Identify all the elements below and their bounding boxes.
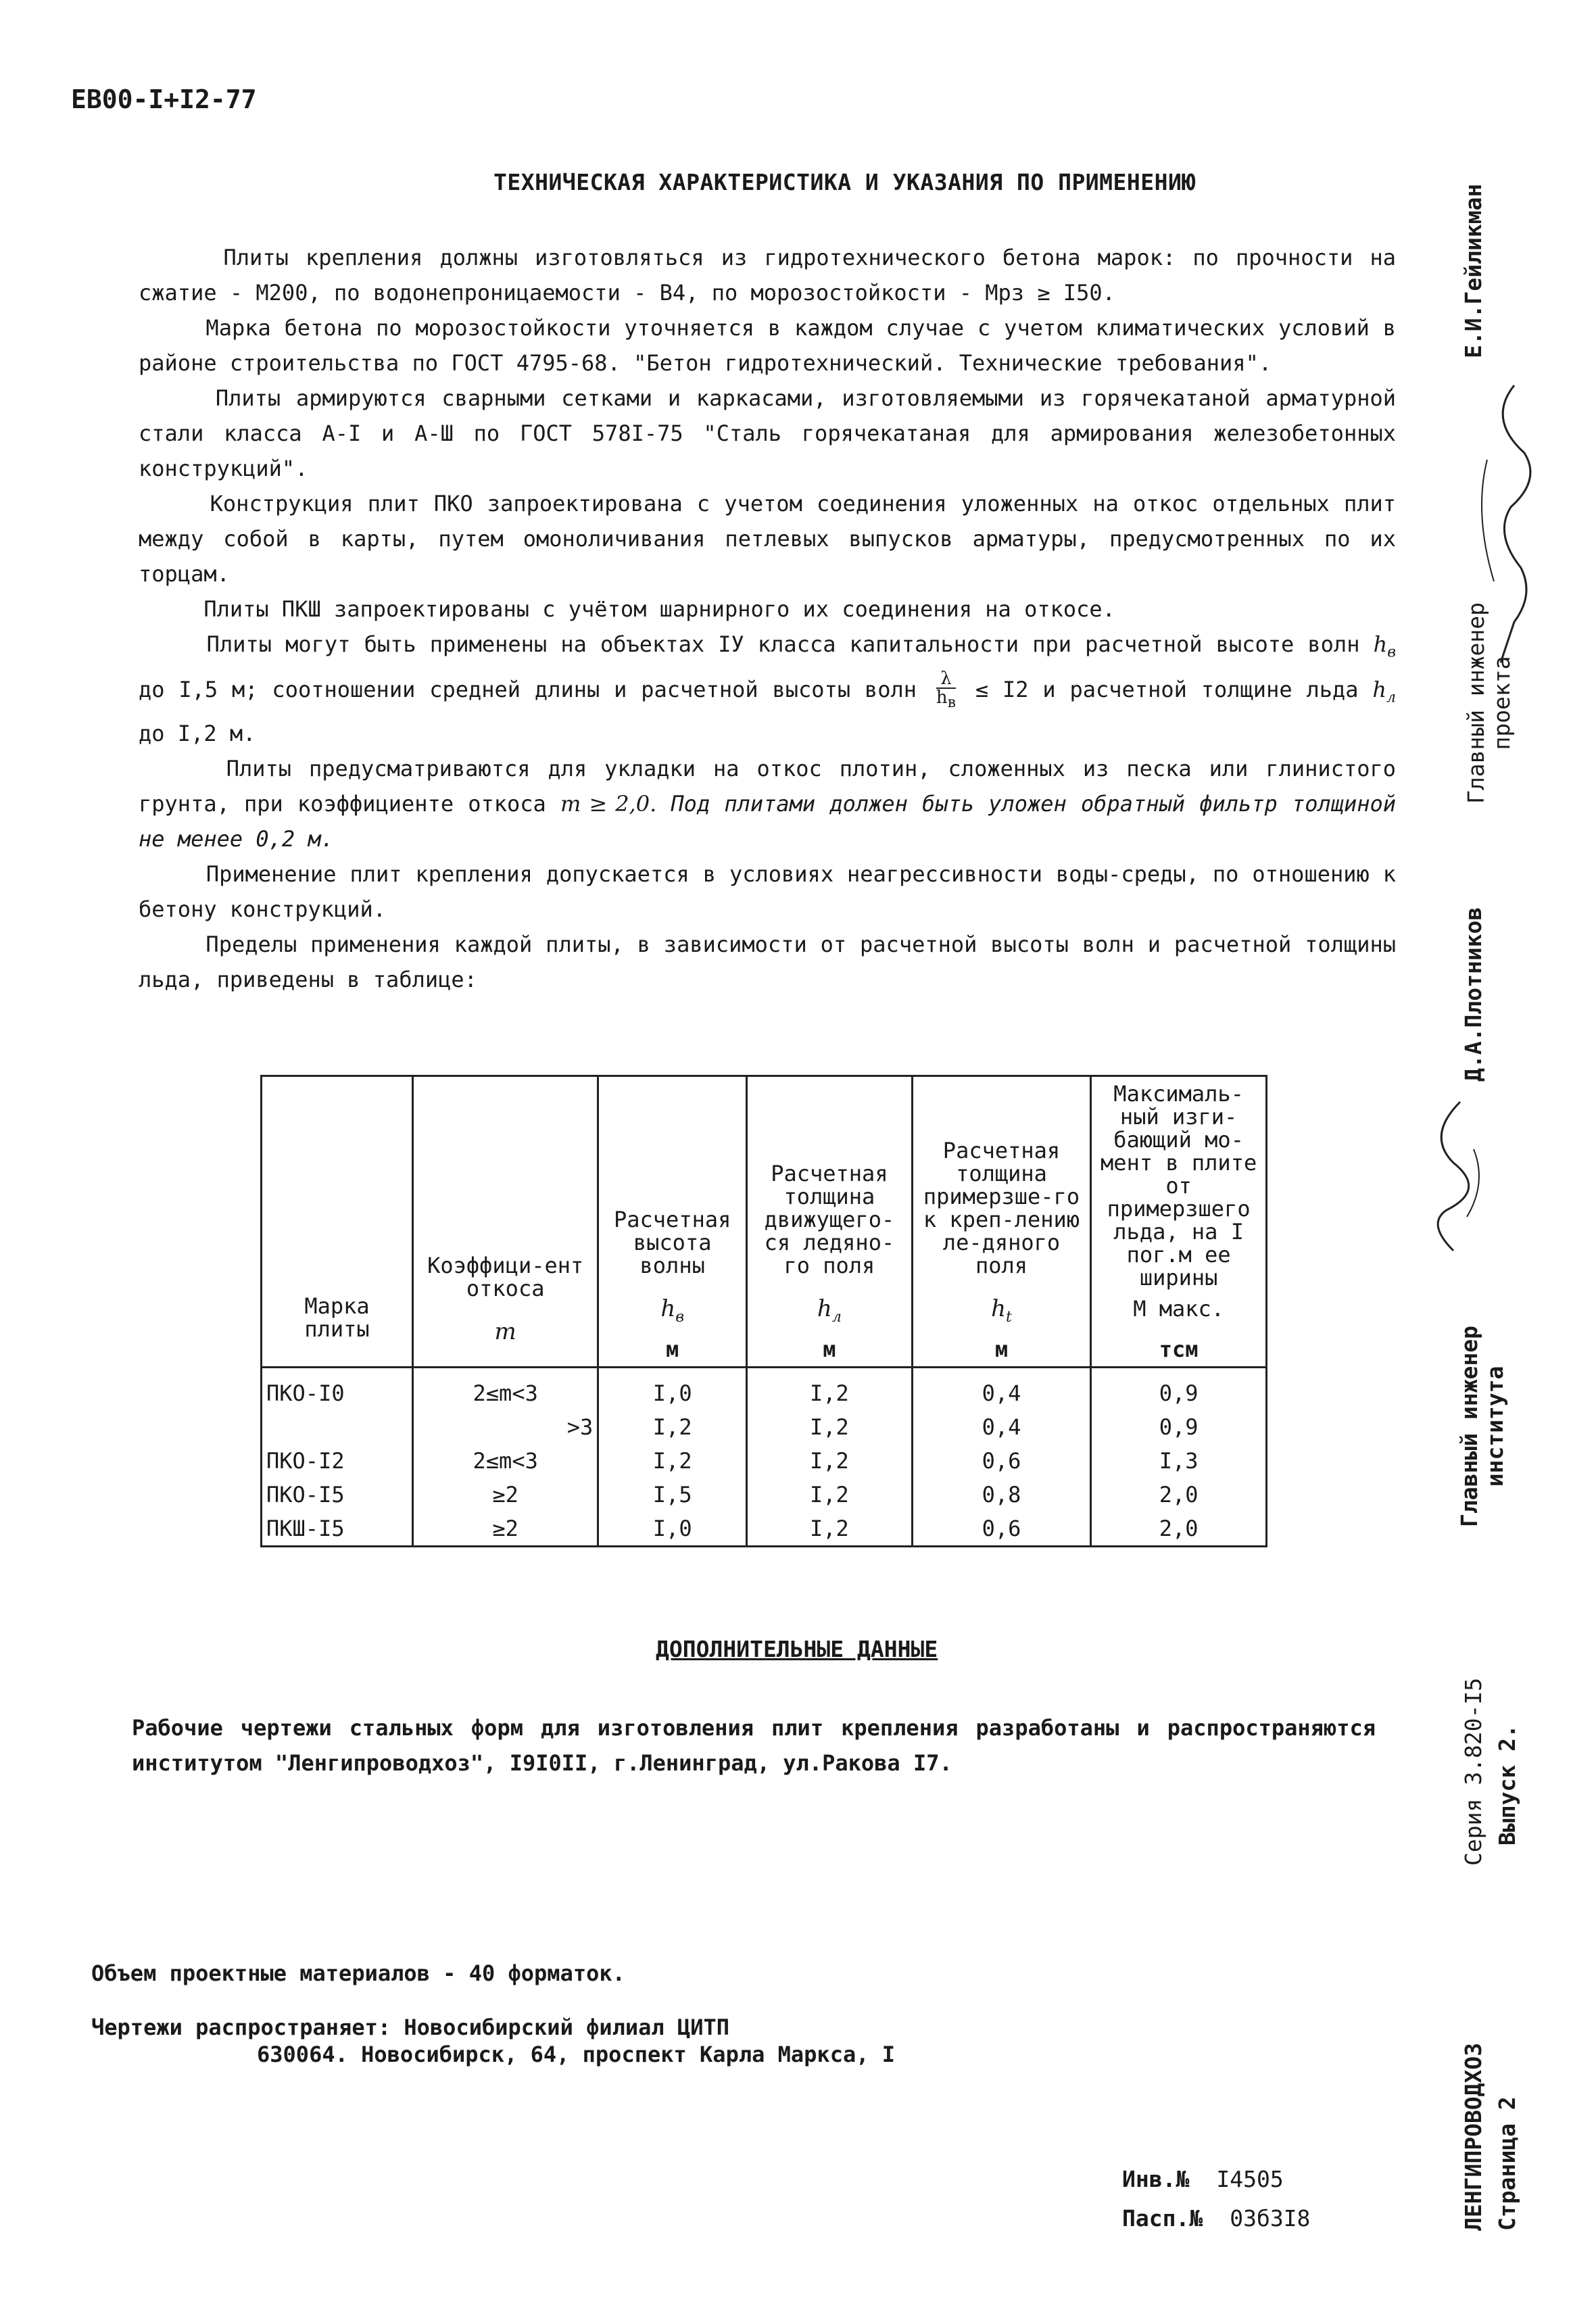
paragraph-text: ≤ I2 и расчетной толщине льда bbox=[975, 677, 1359, 703]
paragraph bbox=[139, 627, 1396, 751]
table-header-cell: Максималь-ный изги-бающий мо-мент в плите от примерзшего льда, на I пог.м ее ширины М макс. тсм bbox=[1091, 1076, 1267, 1368]
paragraph-text: Плиты ПКШ запроектированы с учётом шарнирного их соединения на откосе. bbox=[203, 596, 1115, 622]
paragraph-text: Плиты крепления должны изготовляться из гидротехнического бетона марок: по прочности на сжатие - М200, по водонепроницаемости - В4, по морозостойкости - Мрз ≥ I50. bbox=[139, 245, 1396, 306]
table-cell: I,5 bbox=[598, 1478, 747, 1512]
table-cell: ПКО-I5 bbox=[262, 1478, 413, 1512]
symbol-hl: $h_л$ bbox=[1372, 677, 1397, 706]
table-cell: 0,9 bbox=[1091, 1410, 1267, 1444]
table-header-cell: Марка плиты bbox=[262, 1076, 413, 1368]
table-cell: ПКО-I2 bbox=[262, 1444, 413, 1478]
inventory-block bbox=[1122, 2160, 1310, 2238]
header-symbol: $h_л$ bbox=[817, 1295, 842, 1326]
table-cell: 0,9 bbox=[1091, 1368, 1267, 1411]
additional-text: Рабочие чертежи стальных форм для изготовления плит крепления разработаны и распространяются институтом "Ленгипроводхоз", I9I0II, г.Ленинград, ул.Ракова I7. bbox=[132, 1715, 1376, 1776]
side-chief-project: Главный инженер проекта bbox=[1463, 602, 1515, 804]
table-cell: >3 bbox=[413, 1410, 598, 1444]
signature-geilikman bbox=[1447, 379, 1555, 669]
pasp-label: Пасп.№ bbox=[1122, 2205, 1203, 2231]
paragraph bbox=[139, 381, 1396, 486]
table-cell bbox=[262, 1410, 413, 1444]
main-text bbox=[139, 240, 1396, 997]
side-name-plotnikov: Д.А.Плотников bbox=[1460, 907, 1486, 1082]
table-row bbox=[262, 1512, 1267, 1547]
application-limits-table bbox=[260, 1075, 1267, 1547]
paragraph-text: Применение плит крепления допускается в условиях неагрессивности воды-среды, по отношению к бетону конструкций. bbox=[139, 861, 1396, 922]
table-cell: I,3 bbox=[1091, 1444, 1267, 1478]
table-cell: 0,6 bbox=[912, 1444, 1091, 1478]
table-row bbox=[262, 1478, 1267, 1512]
table-cell: I,2 bbox=[747, 1444, 913, 1478]
table-cell: 0,6 bbox=[912, 1512, 1091, 1547]
paragraph bbox=[139, 751, 1396, 857]
table-cell: 2,0 bbox=[1091, 1512, 1267, 1547]
header-symbol: $h_t$ bbox=[991, 1295, 1012, 1326]
paragraph bbox=[139, 857, 1396, 927]
side-chief-institute: Главный инженер института bbox=[1456, 1326, 1508, 1528]
table-cell: 0,8 bbox=[912, 1478, 1091, 1512]
table-cell: 2≤m<3 bbox=[413, 1368, 598, 1411]
symbol-m: m ≥ 2,0. bbox=[560, 790, 657, 817]
volume-note: Объем проектные материалов - 40 форматок. bbox=[91, 1960, 625, 1986]
table-cell: I,2 bbox=[598, 1444, 747, 1478]
inv-label: Инв.№ bbox=[1122, 2166, 1190, 2192]
additional-heading: ДОПОЛНИТЕЛЬНЫЕ ДАННЫЕ bbox=[656, 1636, 938, 1662]
table-cell: I,0 bbox=[598, 1512, 747, 1547]
table-body bbox=[262, 1368, 1267, 1547]
symbol-hv: $h_в$ bbox=[1373, 631, 1397, 661]
distributor-line-2: 630064. Новосибирск, 64, проспект Карла Маркса, I bbox=[257, 2042, 896, 2067]
header-symbol: m bbox=[494, 1318, 516, 1345]
document-code: ЕВ00-I+I2-77 bbox=[71, 85, 257, 114]
table-row bbox=[262, 1410, 1267, 1444]
side-page: Страница 2 bbox=[1494, 2096, 1520, 2231]
table-cell: ≥2 bbox=[413, 1478, 598, 1512]
page-title: ТЕХНИЧЕСКАЯ ХАРАКТЕРИСТИКА И УКАЗАНИЯ ПО ПРИМЕНЕНИЮ bbox=[493, 169, 1196, 195]
table-cell: 2≤m<3 bbox=[413, 1444, 598, 1478]
paragraph-text: до I,2 м. bbox=[139, 720, 256, 746]
side-org: ЛЕНГИПРОВОДХОЗ bbox=[1460, 2042, 1486, 2231]
inv-value: I4505 bbox=[1216, 2166, 1284, 2192]
table-cell: 2,0 bbox=[1091, 1478, 1267, 1512]
table-header-cell: Расчетная толщина примерзше-го к креп-лению ле-дяного поля $h_t$ м bbox=[912, 1076, 1091, 1368]
distributor-line-1: Чертежи распространяет: Новосибирский филиал ЦИТП bbox=[91, 2015, 730, 2040]
table-header-cell: Коэффици-ент откоса m bbox=[413, 1076, 598, 1368]
paragraph bbox=[139, 240, 1396, 310]
paragraph-text: Конструкция плит ПКО запроектирована с учетом соединения уложенных на откос отдельных плит между собой в карты, путем омоноличивания петлевых выпусков арматуры, предусмотренных по их торцам. bbox=[139, 491, 1397, 587]
table-cell: 0,4 bbox=[912, 1368, 1091, 1411]
table-cell: 0,4 bbox=[912, 1410, 1091, 1444]
paragraph-text: Под плитами должен быть уложен обратный фильтр толщиной не менее 0,2 м. bbox=[139, 790, 1397, 852]
paragraph-text: Марка бетона по морозостойкости уточняется в каждом случае с учетом климатических условий в районе строительства по ГОСТ 4795-68. "Бетон гидротехнический. Технические требования". bbox=[139, 315, 1397, 376]
ratio-fraction: λ $h_в$ bbox=[936, 669, 956, 712]
side-issue: Выпуск 2. bbox=[1494, 1724, 1520, 1845]
paragraph bbox=[139, 486, 1396, 592]
header-symbol: $h_в$ bbox=[660, 1295, 685, 1326]
signature-plotnikov bbox=[1413, 1095, 1507, 1257]
paragraph bbox=[139, 927, 1396, 997]
table-header-cell: Расчетная высота волны $h_в$ м bbox=[598, 1076, 747, 1368]
header-symbol: М макс. bbox=[1133, 1296, 1225, 1322]
table-cell: I,0 bbox=[598, 1368, 747, 1411]
side-series: Серия 3.820-I5 bbox=[1460, 1677, 1486, 1866]
table-cell: I,2 bbox=[747, 1410, 913, 1444]
table-cell: ПКШ-I5 bbox=[262, 1512, 413, 1547]
table-row bbox=[262, 1444, 1267, 1478]
table-header-cell: Расчетная толщина движущего-ся ледяно-го поля $h_л$ м bbox=[747, 1076, 913, 1368]
pasp-value: 03б3I8 bbox=[1230, 2205, 1311, 2231]
table-cell: I,2 bbox=[598, 1410, 747, 1444]
table-cell: ПКО-I0 bbox=[262, 1368, 413, 1411]
table-cell: ≥2 bbox=[413, 1512, 598, 1547]
paragraph-text: Плиты армируются сварными сетками и каркасами, изготовляемыми из горячекатаной арматурной стали класса А-I и А-Ш по ГОСТ 578I-75 "Сталь горячекатаная для армирования железобетонных конструкций". bbox=[139, 385, 1397, 481]
table-row bbox=[262, 1368, 1267, 1411]
paragraph bbox=[139, 592, 1396, 627]
paragraph-text: Пределы применения каждой плиты, в зависимости от расчетной высоты волн и расчетной толщины льда, приведены в таблице: bbox=[139, 931, 1397, 992]
paragraph-text: Плиты могут быть применены на объектах IУ класса капитальности при расчетной высоте волн bbox=[206, 631, 1360, 657]
side-name-geilikman: Е.И.Гейликман bbox=[1460, 183, 1486, 358]
table-cell: I,2 bbox=[747, 1368, 913, 1411]
table-cell: I,2 bbox=[747, 1478, 913, 1512]
paragraph bbox=[139, 310, 1396, 381]
paragraph-text: до I,5 м; соотношении средней длины и расчетной высоты волн bbox=[139, 677, 917, 703]
paragraph-text: Плиты предусматриваются для укладки на откос плотин, сложенных из песка или глинистого грунта, при коэффициенте откоса bbox=[139, 755, 1397, 817]
table-header-row bbox=[262, 1076, 1267, 1368]
table-cell: I,2 bbox=[747, 1512, 913, 1547]
